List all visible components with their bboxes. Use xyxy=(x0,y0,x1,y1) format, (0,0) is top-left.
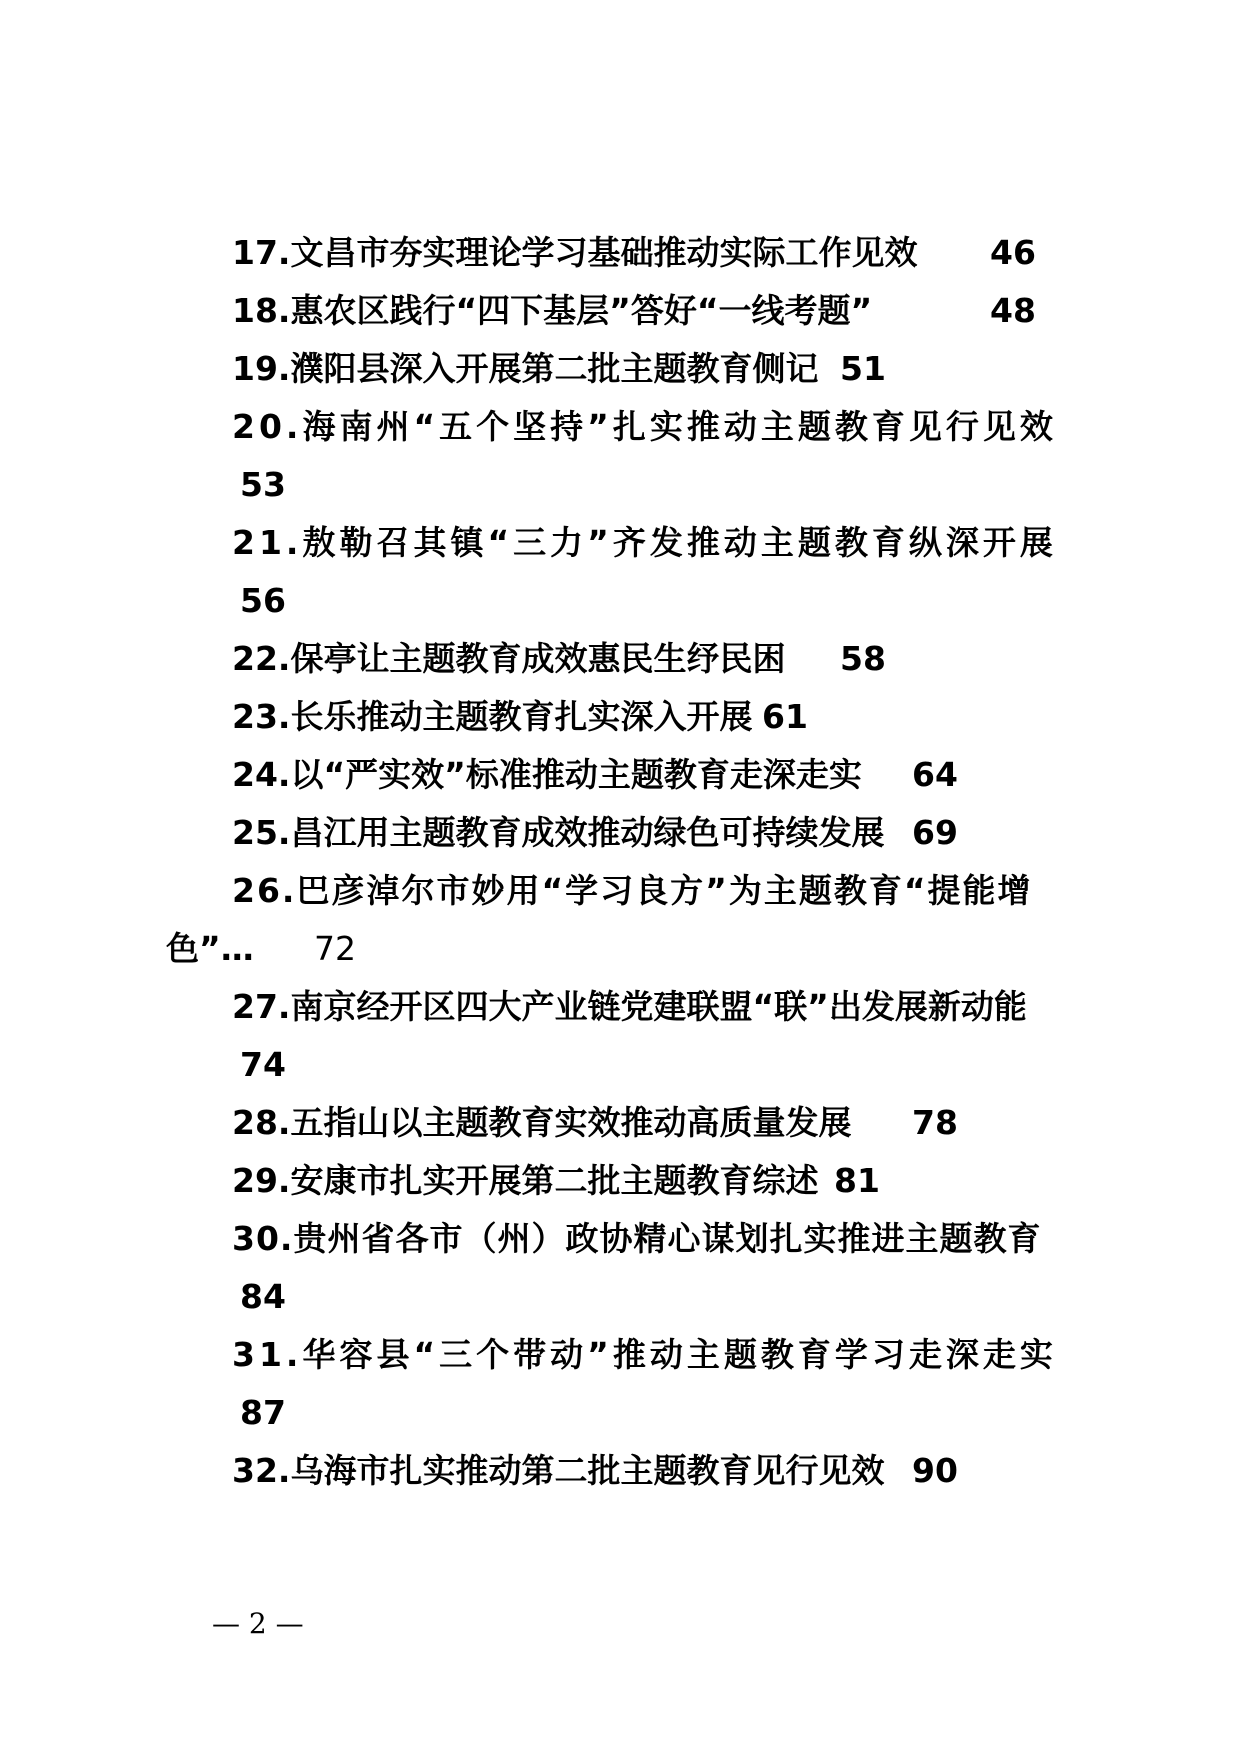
toc-entry-19[interactable] xyxy=(232,340,818,398)
toc-entry-29[interactable] xyxy=(232,1152,818,1210)
toc-entry-page: 61 xyxy=(762,697,808,736)
toc-entry-page: 81 xyxy=(834,1161,880,1200)
toc-entry-page: 72 xyxy=(314,929,356,968)
toc-entry-title: 23.长乐推动主题教育扎实深入开展 xyxy=(232,697,753,736)
toc-entry-title: 27.南京经开区四大产业链党建联盟“联”出发展新动能 xyxy=(232,987,1027,1026)
toc-entry-23[interactable] xyxy=(232,688,752,746)
toc-entry-24[interactable] xyxy=(232,746,862,804)
toc-entry-title: 22.保亭让主题教育成效惠民生纾民困 xyxy=(232,639,786,678)
toc-entry-22[interactable] xyxy=(232,630,785,688)
toc-entry-page: 56 xyxy=(240,581,286,620)
toc-entry-page: 78 xyxy=(912,1103,958,1142)
toc-entry-page: 69 xyxy=(912,813,958,852)
toc-entry-page: 51 xyxy=(840,349,886,388)
toc-entry-title: 21.敖勒召其镇“三力”齐发推动主题教育纵深开展 xyxy=(232,523,1057,562)
toc-entry-title: 32.乌海市扎实推动第二批主题教育见行见效 xyxy=(232,1451,885,1490)
toc-entry-32[interactable] xyxy=(232,1442,884,1500)
toc-entry-title: 17.文昌市夯实理论学习基础推动实际工作见效 xyxy=(232,233,918,272)
page-number: — 2 — xyxy=(212,1607,304,1640)
toc-entry-page: 46 xyxy=(990,233,1036,272)
toc-entry-page: 64 xyxy=(912,755,958,794)
toc-entry-25[interactable] xyxy=(232,804,884,862)
toc-entry-27[interactable] xyxy=(232,978,1027,1036)
toc-entry-20[interactable] xyxy=(232,398,1057,456)
toc-entry-title: 18.惠农区践行“四下基层”答好“一线考题” xyxy=(232,291,873,330)
toc-entry-31[interactable] xyxy=(232,1326,1057,1384)
toc-entry-title-continuation: 色”… xyxy=(166,929,254,968)
toc-entry-page: 48 xyxy=(990,291,1036,330)
toc-entry-17[interactable] xyxy=(232,224,917,282)
toc-entry-page: 74 xyxy=(240,1045,286,1084)
toc-entry-page: 58 xyxy=(840,639,886,678)
toc-entry-title: 28.五指山以主题教育实效推动高质量发展 xyxy=(232,1103,852,1142)
toc-entry-28[interactable] xyxy=(232,1094,851,1152)
toc-entry-title: 30.贵州省各市（州）政协精心谋划扎实推进主题教育 xyxy=(232,1219,1042,1258)
toc-entry-18[interactable] xyxy=(232,282,872,340)
toc-entry-21[interactable] xyxy=(232,514,1057,572)
toc-entry-title: 25.昌江用主题教育成效推动绿色可持续发展 xyxy=(232,813,885,852)
toc-entry-page: 53 xyxy=(240,465,286,504)
toc-entry-26-continuation[interactable] xyxy=(166,920,254,978)
toc-entry-page: 87 xyxy=(240,1393,286,1432)
toc-entry-title: 19.濮阳县深入开展第二批主题教育侧记 xyxy=(232,349,819,388)
toc-entry-title: 20.海南州“五个坚持”扎实推动主题教育见行见效 xyxy=(232,407,1057,446)
toc-entry-30[interactable] xyxy=(232,1210,1041,1268)
toc-entry-title: 29.安康市扎实开展第二批主题教育综述 xyxy=(232,1161,819,1200)
toc-entry-title: 24.以“严实效”标准推动主题教育走深走实 xyxy=(232,755,862,794)
toc-entry-title: 31.华容县“三个带动”推动主题教育学习走深走实 xyxy=(232,1335,1057,1374)
toc-entry-26[interactable] xyxy=(232,862,1033,920)
toc-entry-title: 26.巴彦淖尔市妙用“学习良方”为主题教育“提能增 xyxy=(232,871,1033,910)
toc-entry-page: 84 xyxy=(240,1277,286,1316)
toc-entry-page: 90 xyxy=(912,1451,958,1490)
